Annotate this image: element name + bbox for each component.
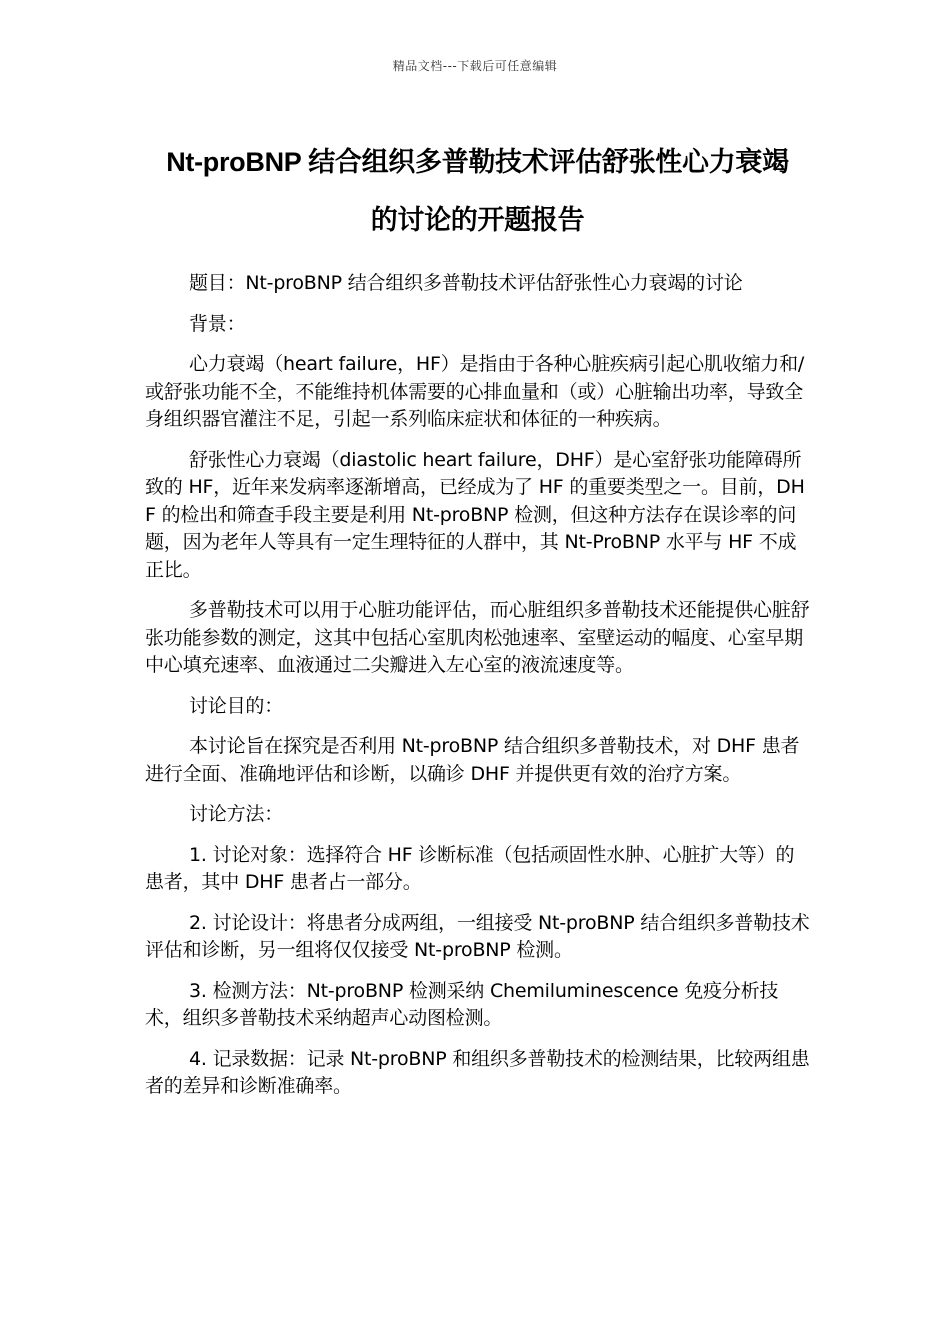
heading-background: 背景： <box>189 312 246 335</box>
page-title <box>145 133 810 249</box>
heading-methods: 讨论方法： <box>189 803 284 825</box>
method-item-design: 2. 讨论设计：将患者分成两组，一组接受 Nt-proBNP 结合组织多普勒技术评估和诊断，另一组将仅仅接受 Nt-proBNP 检测。 <box>145 911 810 961</box>
title-line-1: Nt-proBNP 结合组织多普勒技术评估舒张性心力衰竭 <box>166 147 789 177</box>
heading-purpose: 讨论目的： <box>189 694 284 717</box>
title-line-2: 的讨论的开题报告 <box>370 205 585 235</box>
paragraph-topic: 题目：Nt-proBNP 结合组织多普勒技术评估舒张性心力衰竭的讨论 <box>189 272 743 294</box>
method-item-subjects: 1. 讨论对象：选择符合 HF 诊断标准（包括顽固性水肿、心脏扩大等）的患者，其中 DHF 患者占一部分。 <box>145 843 795 893</box>
method-item-data: 4. 记录数据：记录 Nt-proBNP 和组织多普勒技术的检测结果，比较两组患者的差异和诊断准确率。 <box>145 1047 810 1097</box>
paragraph-purpose: 本讨论旨在探究是否利用 Nt-proBNP 结合组织多普勒技术，对 DHF 患者进行全面、准确地评估和诊断，以确诊 DHF 并提供更有效的治疗方案。 <box>145 735 800 785</box>
method-item-detection: 3. 检测方法：Nt-proBNP 检测采纳 Chemiluminescence 免疫分析技术，组织多普勒技术采纳超声心动图检测。 <box>145 979 779 1029</box>
header-note: 精品文档---下载后可任意编辑 <box>392 59 558 73</box>
paragraph-dhf: 舒张性心力衰竭（diastolic heart failure，DHF）是心室舒张功能障碍所致的 HF，近年来发病率逐渐增高，已经成为了 HF 的重要类型之一。目前，DHF 的检出和筛查手段主要是利用 Nt-proBNP 检测，但这种方法存在误诊率的问题，因为老年人等具有一定生理特征的人群中，其 Nt-ProBNP 水平与 HF 不成正比。 <box>145 448 805 581</box>
document-body <box>145 270 810 1114</box>
paragraph-heart-failure: 心力衰竭（heart failure，HF）是指由于各种心脏疾病引起心肌收缩力和/或舒张功能不全，不能维持机体需要的心排血量和（或）心脏输出功率，导致全身组织器官灌注不足，引起一系列临床症状和体征的一种疾病。 <box>145 353 805 430</box>
paragraph-doppler: 多普勒技术可以用于心脏功能评估，而心脏组织多普勒技术还能提供心脏舒张功能参数的测定，这其中包括心室肌肉松弛速率、室壁运动的幅度、心室早期中心填充速率、血液通过二尖瓣进入左心室的液流速度等。 <box>145 599 810 676</box>
